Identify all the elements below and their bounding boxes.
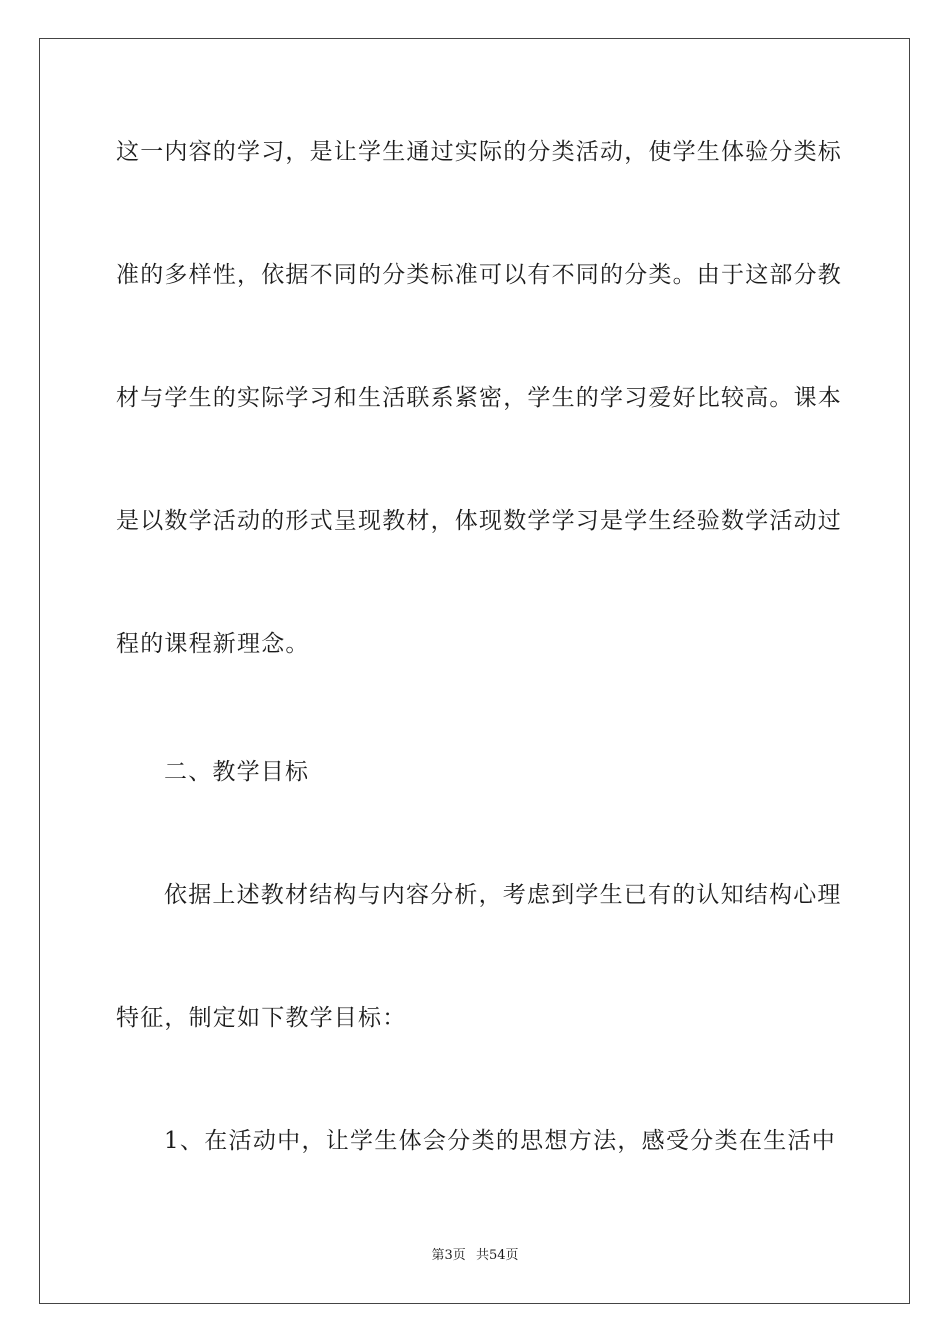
page-number: 第3页	[431, 1248, 466, 1263]
page-border	[39, 38, 910, 1304]
paragraph-line: 依据上述教材结构与内容分析，考虑到学生已有的认知结构心理	[164, 882, 842, 908]
paragraph-line: 程的课程新理念。	[116, 631, 310, 657]
paragraph-line: 是以数学活动的形式呈现教材，体现数学学习是学生经验数学活动过	[116, 508, 842, 534]
paragraph-line: 这一内容的学习，是让学生通过实际的分类活动，使学生体验分类标	[116, 139, 842, 165]
paragraph-line: 准的多样性，依据不同的分类标准可以有不同的分类。由于这部分教	[116, 262, 842, 288]
total-pages: 共54页	[475, 1248, 519, 1263]
paragraph-line: 材与学生的实际学习和生活联系紧密，学生的学习爱好比较高。课本	[116, 385, 842, 411]
list-item-line: 1、在活动中，让学生体会分类的思想方法，感受分类在生活中	[164, 1128, 836, 1154]
page-footer	[0, 1247, 950, 1265]
section-heading: 二、教学目标	[164, 759, 310, 785]
paragraph-line: 特征，制定如下教学目标：	[116, 1005, 407, 1031]
